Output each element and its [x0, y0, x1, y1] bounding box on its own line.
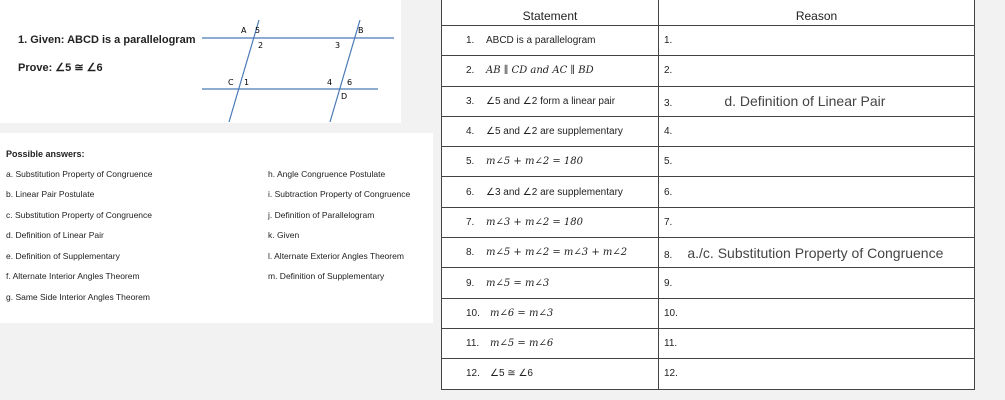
- statement-number: 1.: [466, 35, 475, 47]
- reason-number: 7.: [664, 216, 673, 228]
- label-B: B: [358, 26, 364, 35]
- reason-number: 2.: [664, 65, 673, 77]
- reason-number: 12.: [664, 368, 678, 380]
- statement-cell: [442, 268, 659, 298]
- label-D: D: [341, 92, 348, 101]
- table-row: [442, 268, 975, 298]
- table-row: [442, 238, 975, 268]
- statement-text: ∠3 and ∠2 are supplementary: [486, 186, 623, 198]
- reason-number: 11.: [664, 338, 678, 350]
- answer-j: j. Definition of Parallelogram: [268, 210, 375, 220]
- statement-number: 6.: [466, 186, 475, 198]
- statement-text: m∠3 + m∠2 = 180: [486, 216, 584, 228]
- reason-number: 5.: [664, 156, 673, 168]
- statement-number: 8.: [466, 247, 475, 259]
- reason-cell[interactable]: [659, 116, 975, 146]
- statement-number: 12.: [466, 368, 480, 380]
- statement-cell: [442, 56, 659, 86]
- problem-panel: [0, 0, 401, 123]
- answer-f: f. Alternate Interior Angles Theorem: [6, 271, 140, 281]
- statement-text: m∠6 = m∠3: [490, 307, 554, 319]
- statement-cell: [442, 26, 659, 56]
- statement-cell: [442, 359, 659, 389]
- statement-number: 11.: [466, 338, 480, 350]
- reason-number: 9.: [664, 277, 673, 289]
- table-row: [442, 359, 975, 389]
- table-row: [442, 328, 975, 358]
- reason-number: 1.: [664, 35, 673, 47]
- label-angle-4: 4: [327, 78, 333, 87]
- answer-m: m. Definition of Supplementary: [268, 271, 385, 281]
- statement-text: AB ∥ CD and AC ∥ BD: [486, 65, 594, 77]
- given-statement: 1. Given: ABCD is a parallelogram: [18, 34, 196, 46]
- statement-cell: [442, 328, 659, 358]
- label-angle-5: 5: [255, 26, 261, 35]
- answer-g: g. Same Side Interior Angles Theorem: [6, 292, 150, 302]
- possible-answers-panel: [0, 133, 433, 323]
- statement-text: m∠5 = m∠6: [490, 338, 554, 350]
- table-row: [442, 56, 975, 86]
- statement-cell: [442, 207, 659, 237]
- answer-e: e. Definition of Supplementary: [6, 251, 120, 261]
- reason-cell[interactable]: [659, 238, 975, 268]
- reason-number: 4.: [664, 126, 673, 138]
- table-row: [442, 298, 975, 328]
- reason-text: a./c. Substitution Property of Congruence: [687, 244, 944, 261]
- label-A: A: [241, 26, 247, 35]
- reason-cell[interactable]: [659, 359, 975, 389]
- statement-text: ∠5 and ∠2 are supplementary: [486, 126, 623, 138]
- reason-number: 10.: [664, 307, 678, 319]
- reason-number: 6.: [664, 186, 673, 198]
- reason-cell[interactable]: [659, 147, 975, 177]
- table-row: [442, 207, 975, 237]
- statement-cell: [442, 238, 659, 268]
- label-angle-3: 3: [335, 41, 341, 50]
- statement-text: ∠5 ≅ ∠6: [490, 368, 533, 380]
- statement-cell: [442, 298, 659, 328]
- reason-text: d. Definition of Linear Pair: [724, 93, 886, 110]
- reason-cell[interactable]: [659, 56, 975, 86]
- statement-text: ABCD is a parallelogram: [486, 35, 596, 47]
- answer-i: i. Subtraction Property of Congruence: [268, 189, 411, 199]
- proof-table: [441, 0, 975, 390]
- table-row: [442, 147, 975, 177]
- reason-number: 3.: [664, 98, 673, 110]
- statement-number: 7.: [466, 216, 475, 228]
- statement-number: 2.: [466, 65, 475, 77]
- table-header-row: [442, 0, 975, 26]
- answers-title: Possible answers:: [6, 149, 85, 159]
- reason-cell[interactable]: [659, 298, 975, 328]
- answer-b: b. Linear Pair Postulate: [6, 189, 95, 199]
- reason-cell[interactable]: [659, 268, 975, 298]
- statement-header: Statement: [442, 0, 659, 26]
- statement-cell: [442, 86, 659, 116]
- table-row: [442, 86, 975, 116]
- table-row: [442, 177, 975, 207]
- label-angle-6: 6: [347, 78, 353, 87]
- reason-cell[interactable]: [659, 328, 975, 358]
- reason-cell[interactable]: [659, 86, 975, 116]
- label-C: C: [228, 78, 234, 87]
- reason-cell[interactable]: [659, 177, 975, 207]
- statement-text: ∠5 and ∠2 form a linear pair: [486, 95, 616, 107]
- reason-cell[interactable]: [659, 26, 975, 56]
- statement-cell: [442, 177, 659, 207]
- prove-statement: Prove: ∠5 ≅ ∠6: [18, 62, 103, 74]
- statement-text: m∠5 + m∠2 = 180: [486, 156, 584, 168]
- statement-number: 3.: [466, 95, 475, 107]
- statement-number: 4.: [466, 126, 475, 138]
- parallel-lines-diagram: [196, 20, 396, 122]
- label-angle-1: 1: [244, 78, 250, 87]
- statement-number: 5.: [466, 156, 475, 168]
- statement-text: m∠5 = m∠3: [486, 277, 550, 289]
- label-angle-2: 2: [258, 41, 264, 50]
- statement-cell: [442, 116, 659, 146]
- reason-header: Reason: [659, 0, 975, 26]
- reason-cell[interactable]: [659, 207, 975, 237]
- answer-k: k. Given: [268, 230, 300, 240]
- table-row: [442, 26, 975, 56]
- answer-a: a. Substitution Property of Congruence: [6, 169, 153, 179]
- answer-d: d. Definition of Linear Pair: [6, 230, 104, 240]
- statement-number: 10.: [466, 307, 480, 319]
- table-row: [442, 116, 975, 146]
- reason-number: 8.: [664, 249, 673, 261]
- statement-number: 9.: [466, 277, 475, 289]
- answer-h: h. Angle Congruence Postulate: [268, 169, 386, 179]
- statement-text: m∠5 + m∠2 = m∠3 + m∠2: [486, 247, 628, 259]
- answer-c: c. Substitution Property of Congruence: [6, 210, 152, 220]
- answer-l: l. Alternate Exterior Angles Theorem: [268, 251, 404, 261]
- statement-cell: [442, 147, 659, 177]
